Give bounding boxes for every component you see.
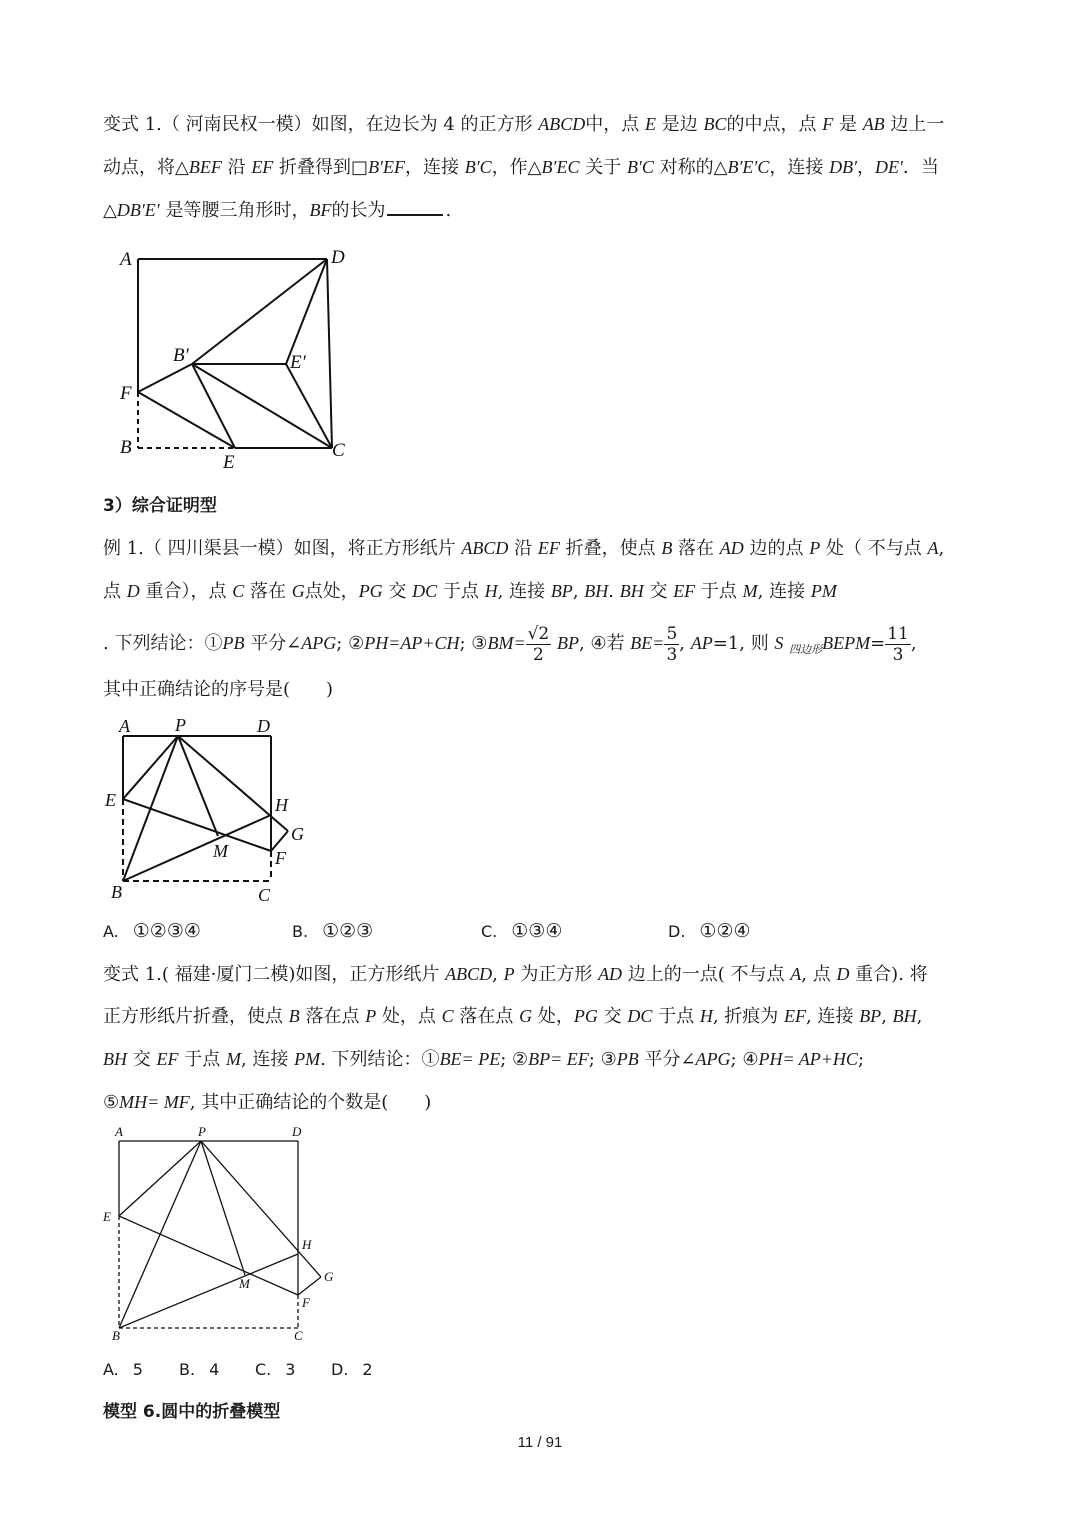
label-A: A [120,249,132,270]
label-D: D [331,247,345,268]
variant1-line-2: 动点，将△BEF 沿 EF 折叠得到□B′EF，连接 B′C，作△B′EC 关于 B′C 对称的△B′E′C，连接 DB′，DE′．当 [103,157,939,178]
section-3-title: 3）综合证明型 [103,496,217,516]
option2-d[interactable]: D. 2 [331,1360,373,1379]
edge-DC [327,259,332,448]
variant2-line-2: 正方形纸片折叠，使点 B 落在点 P 处，点 C 落在点 G 处，PG 交 DC 于点 H, 折痕为 EF, 连接 BP, BH, [103,1006,923,1027]
example1-line-1: 例 1.（ 四川渠县一模）如图，将正方形纸片 ABCD 沿 EF 折叠，使点 B 落在 AD 边的点 P 处（ 不与点 A, [103,538,945,559]
option2-b[interactable]: B. 4 [179,1360,220,1379]
example1-line-2: 点 D 重合），点 C 落在 G点处，PG 交 DC 于点 H, 连接 BP, BH. BH 交 EF 于点 M, 连接 PM [103,581,837,602]
variant2-line-1: 变式 1.( 福建·厦门二模)如图，正方形纸片 ABCD, P 为正方形 AD 边上的一点( 不与点 A, 点 D 重合). 将 [103,964,928,985]
label-E: E [105,790,116,810]
fraction-5-over-3: $\frac{5}{3}$ [666,623,678,665]
answer-blank [387,198,443,216]
variant1-line-3: △DB′E′ 是等腰三角形时，BF的长为 . [103,200,452,221]
label-M: M [239,1276,250,1291]
label-C: C [332,440,345,461]
label-F: F [302,1295,310,1310]
example1-line-3: . 下列结论：①PB 平分∠APG; ②PH=AP+CH; ③BM= $\frac{√2}{2}$ BP, ④若 BE= $\frac{5}{3}$ , AP=1, 则 S $_{四边形}$BEPM= $\frac{11}{3}$ , [103,623,917,665]
label-A: A [115,1124,123,1139]
label-C: C [294,1328,303,1343]
label-B: B [111,882,122,902]
option1-a[interactable]: A. ①②③④ [103,920,201,942]
label-D: D [257,716,270,736]
fraction-11-over-3: $\frac{11}{3}$ [887,623,909,665]
edge-EP [119,1141,201,1216]
label-H: H [275,795,288,815]
variant2-line-3: BH 交 EF 于点 M, 连接 PM. 下列结论：①BE= PE; ②BP= EF; ③PB 平分∠APG; ④PH= AP+HC; [103,1049,865,1070]
option1-c[interactable]: C. ①③④ [481,920,563,942]
label-G: G [324,1269,334,1284]
edge-EP [123,736,178,799]
variant2-line-4: ⑤MH= MF, 其中正确结论的个数是( ) [103,1092,432,1113]
label-B: B [112,1328,120,1343]
label-G: G [291,824,304,844]
label-A: A [119,716,130,736]
figure-3-square-fold [100,1120,350,1350]
label-B: B [120,437,132,458]
example1-line-4: 其中正确结论的序号是( ) [103,679,334,700]
fraction-sqrt2-over-2: $\frac{√2}{2}$ [527,623,550,665]
edge-FBp [138,364,192,392]
edge-EpC [286,364,332,448]
label-M: M [213,841,228,861]
label-Ep: E′ [290,352,306,373]
label-F: F [120,383,132,404]
label-Bp: B′ [173,345,189,366]
option2-c[interactable]: C. 3 [255,1360,296,1379]
page-number: 11 / 91 [517,1434,563,1451]
option1-d[interactable]: D. ①②④ [668,920,751,942]
edge-FG [298,1277,321,1295]
edge-PG [201,1141,321,1277]
label-P: P [175,715,186,735]
edge-EF [119,1216,298,1295]
label-H: H [302,1237,312,1252]
model-6-title: 模型 6.圆中的折叠模型 [103,1402,281,1422]
edge-BH [119,1254,298,1328]
figure-2-square-fold [100,712,320,912]
label-E: E [223,452,235,473]
label-P: P [198,1124,206,1139]
variant1-line-1: 变式 1.（ 河南民权一模）如图，在边长为 4 的正方形 ABCD中，点 E 是边 BC的中点，点 F 是 AB 边上一 [103,114,945,135]
figure-1-square-fold [110,240,360,475]
label-C: C [258,885,271,905]
label-D: D [292,1124,302,1139]
option2-a[interactable]: A. 5 [103,1360,143,1379]
label-F: F [275,848,286,868]
option1-b[interactable]: B. ①②③ [292,920,374,942]
label-E: E [103,1209,111,1224]
